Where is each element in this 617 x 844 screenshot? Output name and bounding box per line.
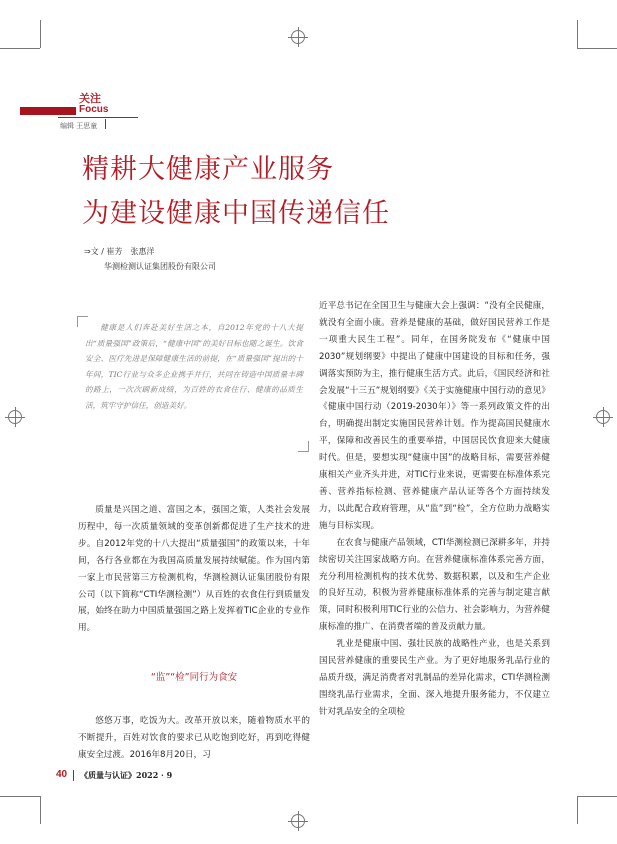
abstract-text: 健康是人们奔赴美好生活之本，自2012年党的十八大提出“质量强国”政策后，“健康中国”的美好目标也随之诞生。饮食安全、医疗先进是保障健康生活的前提，在“质量强国”提出的十年间，TIC行业与众多企业携手并行，共同在铸造中国质量丰碑的路上，一次次刷新成绩，为百姓的衣食住行、健康的品质生活，筑牢守护信任，创造美好。	[85, 323, 303, 410]
body-column-right	[319, 298, 550, 721]
article-title-line1: 精耕大健康产业服务	[82, 154, 334, 185]
body-column-left-bottom	[78, 713, 310, 764]
registration-mark-right	[596, 410, 610, 424]
registration-mark-top	[291, 30, 305, 44]
author-byline: ⇒文 / 崔芳 张惠洋	[84, 247, 155, 256]
body-column-left-top	[78, 502, 310, 637]
footer-divider	[73, 770, 74, 781]
registration-mark-bottom	[291, 814, 305, 828]
editor-divider	[105, 119, 106, 129]
abstract-corner-bottom-right	[298, 441, 309, 452]
section-subheading: “监”“检”同行为食安	[150, 672, 238, 683]
journal-name: 《质量与认证》2022 · 9	[80, 770, 173, 780]
body-paragraph: 近平总书记在全国卫生与健康大会上强调：“没有全民健康，就没有全面小康。营养是健康的基础，做好国民营养工作是一项重大民生工程”。同年，在国务院发布《“健康中国2030”规划纲要》中提出了健康中国建设的目标和任务，强调落实预防为主，推行健康生活方式。此后，《国民经济和社会发展“十三五”规划纲要》《关于实施健康中国行动的意见》《健康中国行动（2019-2030年）》等一系列政策文件的出台，明确提出制定实施国民营养计划。作为提高国民健康水平，保障和改善民生的重要举措，中国居民饮食迎来大健康时代。但是，要想实现“健康中国”的战略目标，需要营养健康相关产业齐头并进，对TIC行业来说，更需要在标准体系完善、营养指标检测、营养健康产品认证等各个方面持续发力，以此配合政府管理，从“监”到“检”，全方位助力战略实施与目标实现。	[319, 301, 550, 531]
author-organization: 华测检测认证集团股份有限公司	[104, 262, 216, 271]
section-color-bar	[20, 107, 76, 115]
page-number: 40	[56, 769, 68, 780]
body-paragraph: 乳业是健康中国、强壮民族的战略性产业，也是关系到国民营养健康的重要民生产业。为了更好地服务乳品行业的品质升级，满足消费者对乳制品的差异化需求，CTI华测检测围绕乳品行业需求，全面、深入地提升服务能力，不仅建立针对乳品安全的全项检	[319, 639, 550, 717]
section-label-cn: 关注	[79, 92, 101, 105]
section-label-en: Focus	[79, 104, 109, 115]
body-paragraph: 在农食与健康产品领域，CTI华测检测已深耕多年，并持续密切关注国家战略方向。在营养健康标准体系完善方面，充分利用检测机构的技术优势、数据积累，以及和生产企业的良好互动，积极为营养健康标准体系的完善与制定建言献策，同时积极利用TIC行业的公信力、社会影响力，为营养健康标准的推广、在消费者端的普及贡献力量。	[319, 537, 550, 633]
section-rule	[58, 117, 138, 118]
abstract-box	[77, 316, 309, 452]
body-paragraph: 悠悠万事，吃饭为大。改革开放以来，随着物质水平的不断提升，百姓对饮食的要求已从吃饱到吃好，再到吃得健康安全过渡。2016年8月20日，习	[78, 716, 310, 760]
body-paragraph: 质量是兴国之道、富国之本，强国之策，人类社会发展历程中，每一次质量领域的变革创新都促进了生产技术的进步。自2012年党的十八大提出“质量强国”的政策以来，十年间，各行各业都在为我国高质量发展持续赋能。作为国内第一家上市民营第三方检测机构，华测检测认证集团股份有限公司（以下简称“CTI华测检测”）从百姓的衣食住行到质量发展，始终在助力中国质量强国之路上发挥着TIC企业的专业作用。	[78, 505, 310, 634]
article-title-line2: 为建设健康中国传递信任	[82, 198, 390, 229]
editor-credit: 编辑 王思童	[60, 122, 98, 130]
registration-mark-left	[8, 410, 22, 424]
